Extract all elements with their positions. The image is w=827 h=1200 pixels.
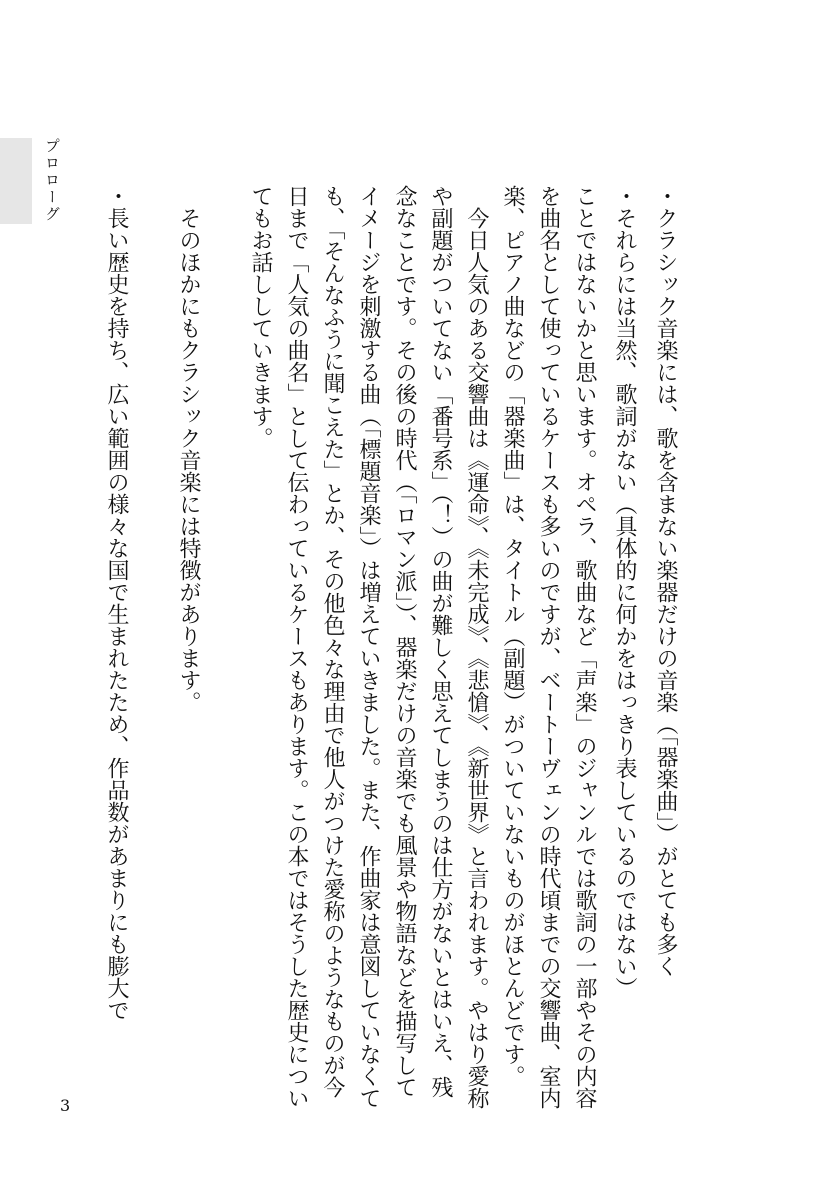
text-line: 楽、ピアノ曲などの「器楽曲」は、タイトル（副題）がついていないものがほとんどです。 <box>500 185 525 1087</box>
chapter-side-tab <box>0 138 32 224</box>
text-line: を曲名として使っているケースも多いのですが、ベートーヴェンの時代頃までの交響曲、室内 <box>536 185 561 1109</box>
text-line: てもお話ししていきます。 <box>248 185 273 449</box>
text-line: も、「そんなふうに聞こえた」とか、その他色々な理由で他人がつけた愛称のようなものが今 <box>320 185 345 1098</box>
text-line: ・それらには当然、歌詞がない（具体的に何かをはっきり表しているのではない） <box>612 185 637 999</box>
text-line: イメージを刺激する曲（「標題音楽」）は増えていきました。また、作曲家は意図していなくて <box>356 185 381 1109</box>
page-number: 3 <box>60 1096 71 1115</box>
text-line: ことではないかと思います。オペラ、歌曲など「声楽」のジャンルでは歌詞の一部やその内容 <box>572 185 597 1109</box>
text-line: ・長い歴史を持ち、広い範囲の様々な国で生まれたため、作品数があまりにも膨大で <box>104 185 129 1021</box>
text-line: 日まで「人気の曲名」として伝わっているケースもあります。この本ではそうした歴史につい <box>284 185 309 1109</box>
text-line: ・クラシック音楽には、歌を含まない楽器だけの音楽（「器楽曲」）がとても多く <box>653 185 678 977</box>
text-line: や副題がついてない「番号系」（！）の曲が難しく思えてしまうのは仕方がないとはいえ、残 <box>428 185 453 1098</box>
text-line: そのほかにもクラシック音楽には特徴があります。 <box>176 207 201 713</box>
running-head: プロローグ <box>43 138 61 223</box>
text-line: 念なことです。その後の時代（「ロマン派」）、器楽だけの音楽でも風景や物語などを描写して <box>392 185 417 1098</box>
text-line: 今日人気のある交響曲は《運命》、《未完成》、《悲愴》、《新世界》と言われます。やはり愛称 <box>464 207 489 1109</box>
